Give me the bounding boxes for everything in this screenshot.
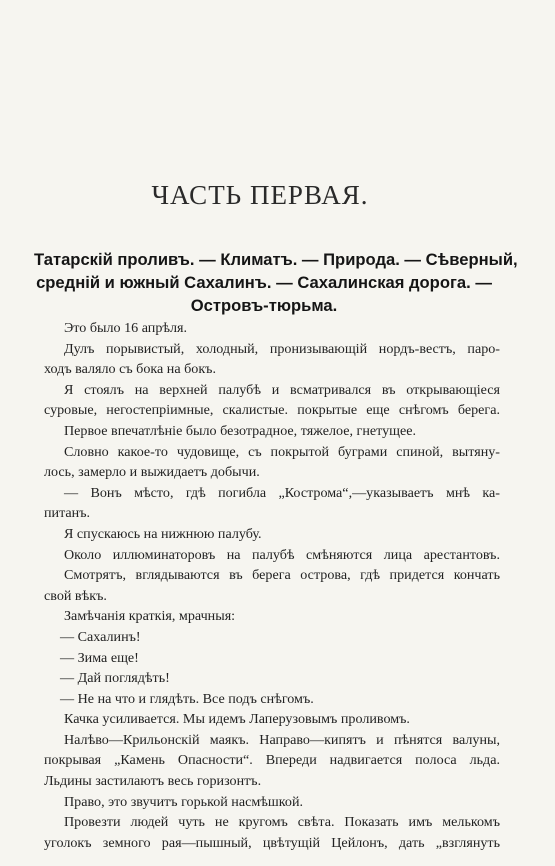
text-line: Провезти людей чуть не кругомъ свѣта. Показать имъ мелькомъ	[64, 814, 500, 831]
text-line: ходъ валяло съ бока на бокъ.	[44, 361, 216, 378]
summary-line: средній и южный Сахалинъ. — Сахалинская дорога. —	[36, 273, 492, 292]
text-line: Налѣво—Крильонскій маякъ. Направо—кипятъ и пѣнятся валуны,	[64, 731, 500, 748]
text-line: Замѣчанія краткія, мрачныя:	[64, 608, 236, 625]
summary-line: Островъ-тюрьма.	[190, 296, 338, 315]
text-line: Около иллюминаторовъ на палубѣ смѣняются лица арестантовъ.	[64, 546, 500, 563]
text-line: — Сахалинъ!	[60, 628, 141, 645]
text-line: Словно какое-то чудовище, съ покрытой буграми спиной, вытяну-	[64, 443, 500, 460]
text-line: — Не на что и глядѣть. Все подъ снѣгомъ.	[60, 690, 314, 707]
summary-line: Татарскій проливъ. — Климатъ. — Природа. — Сѣверный,	[34, 250, 518, 269]
text-line: Это было 16 апрѣля.	[64, 320, 188, 336]
text-line: Качка усиливается. Мы идемъ Лаперузовымъ проливомъ.	[64, 711, 410, 728]
text-line: покрывая „Камень Опасности“. Впереди надвигается полоса льда.	[44, 752, 500, 769]
text-line: уголокъ земного рая—пышный, цвѣтущій Цейлонъ, дать „взглянуть	[44, 834, 500, 851]
text-line: Я стоялъ на верхней палубѣ и всматривался въ открывающіеся	[64, 381, 500, 398]
text-line: — Дай поглядѣть!	[60, 670, 170, 687]
text-line: Смотрятъ, вглядываются въ берега острова, гдѣ придется кончать	[64, 567, 500, 584]
text-line: Первое впечатлѣніе было безотрадное, тяжелое, гнетущее.	[64, 422, 417, 439]
text-line: — Вонъ мѣсто, гдѣ погибла „Кострома“,—указываетъ мнѣ ка-	[64, 484, 500, 501]
text-line: лось, замерло и выжидаетъ добычи.	[44, 464, 260, 481]
text-line: суровые, негостепріимные, скалистые. покрытые еще снѣгомъ берега.	[44, 402, 500, 419]
chapter-summary	[34, 248, 518, 317]
text-line: свой вѣкъ.	[44, 587, 107, 604]
text-line: питанъ.	[44, 505, 91, 522]
text-line: Льдины застилаютъ весь горизонтъ.	[44, 773, 262, 790]
text-line: Я спускаюсь на нижнюю палубу.	[64, 525, 262, 542]
text-line: Дулъ порывистый, холодный, пронизывающій нордъ-вестъ, паро-	[64, 340, 500, 357]
body-text	[44, 318, 500, 853]
text-line: — Зима еще!	[60, 649, 139, 666]
text-line: Право, это звучитъ горькой насмѣшкой.	[64, 793, 304, 810]
chapter-title: ЧАСТЬ ПЕРВАЯ.	[151, 180, 369, 210]
